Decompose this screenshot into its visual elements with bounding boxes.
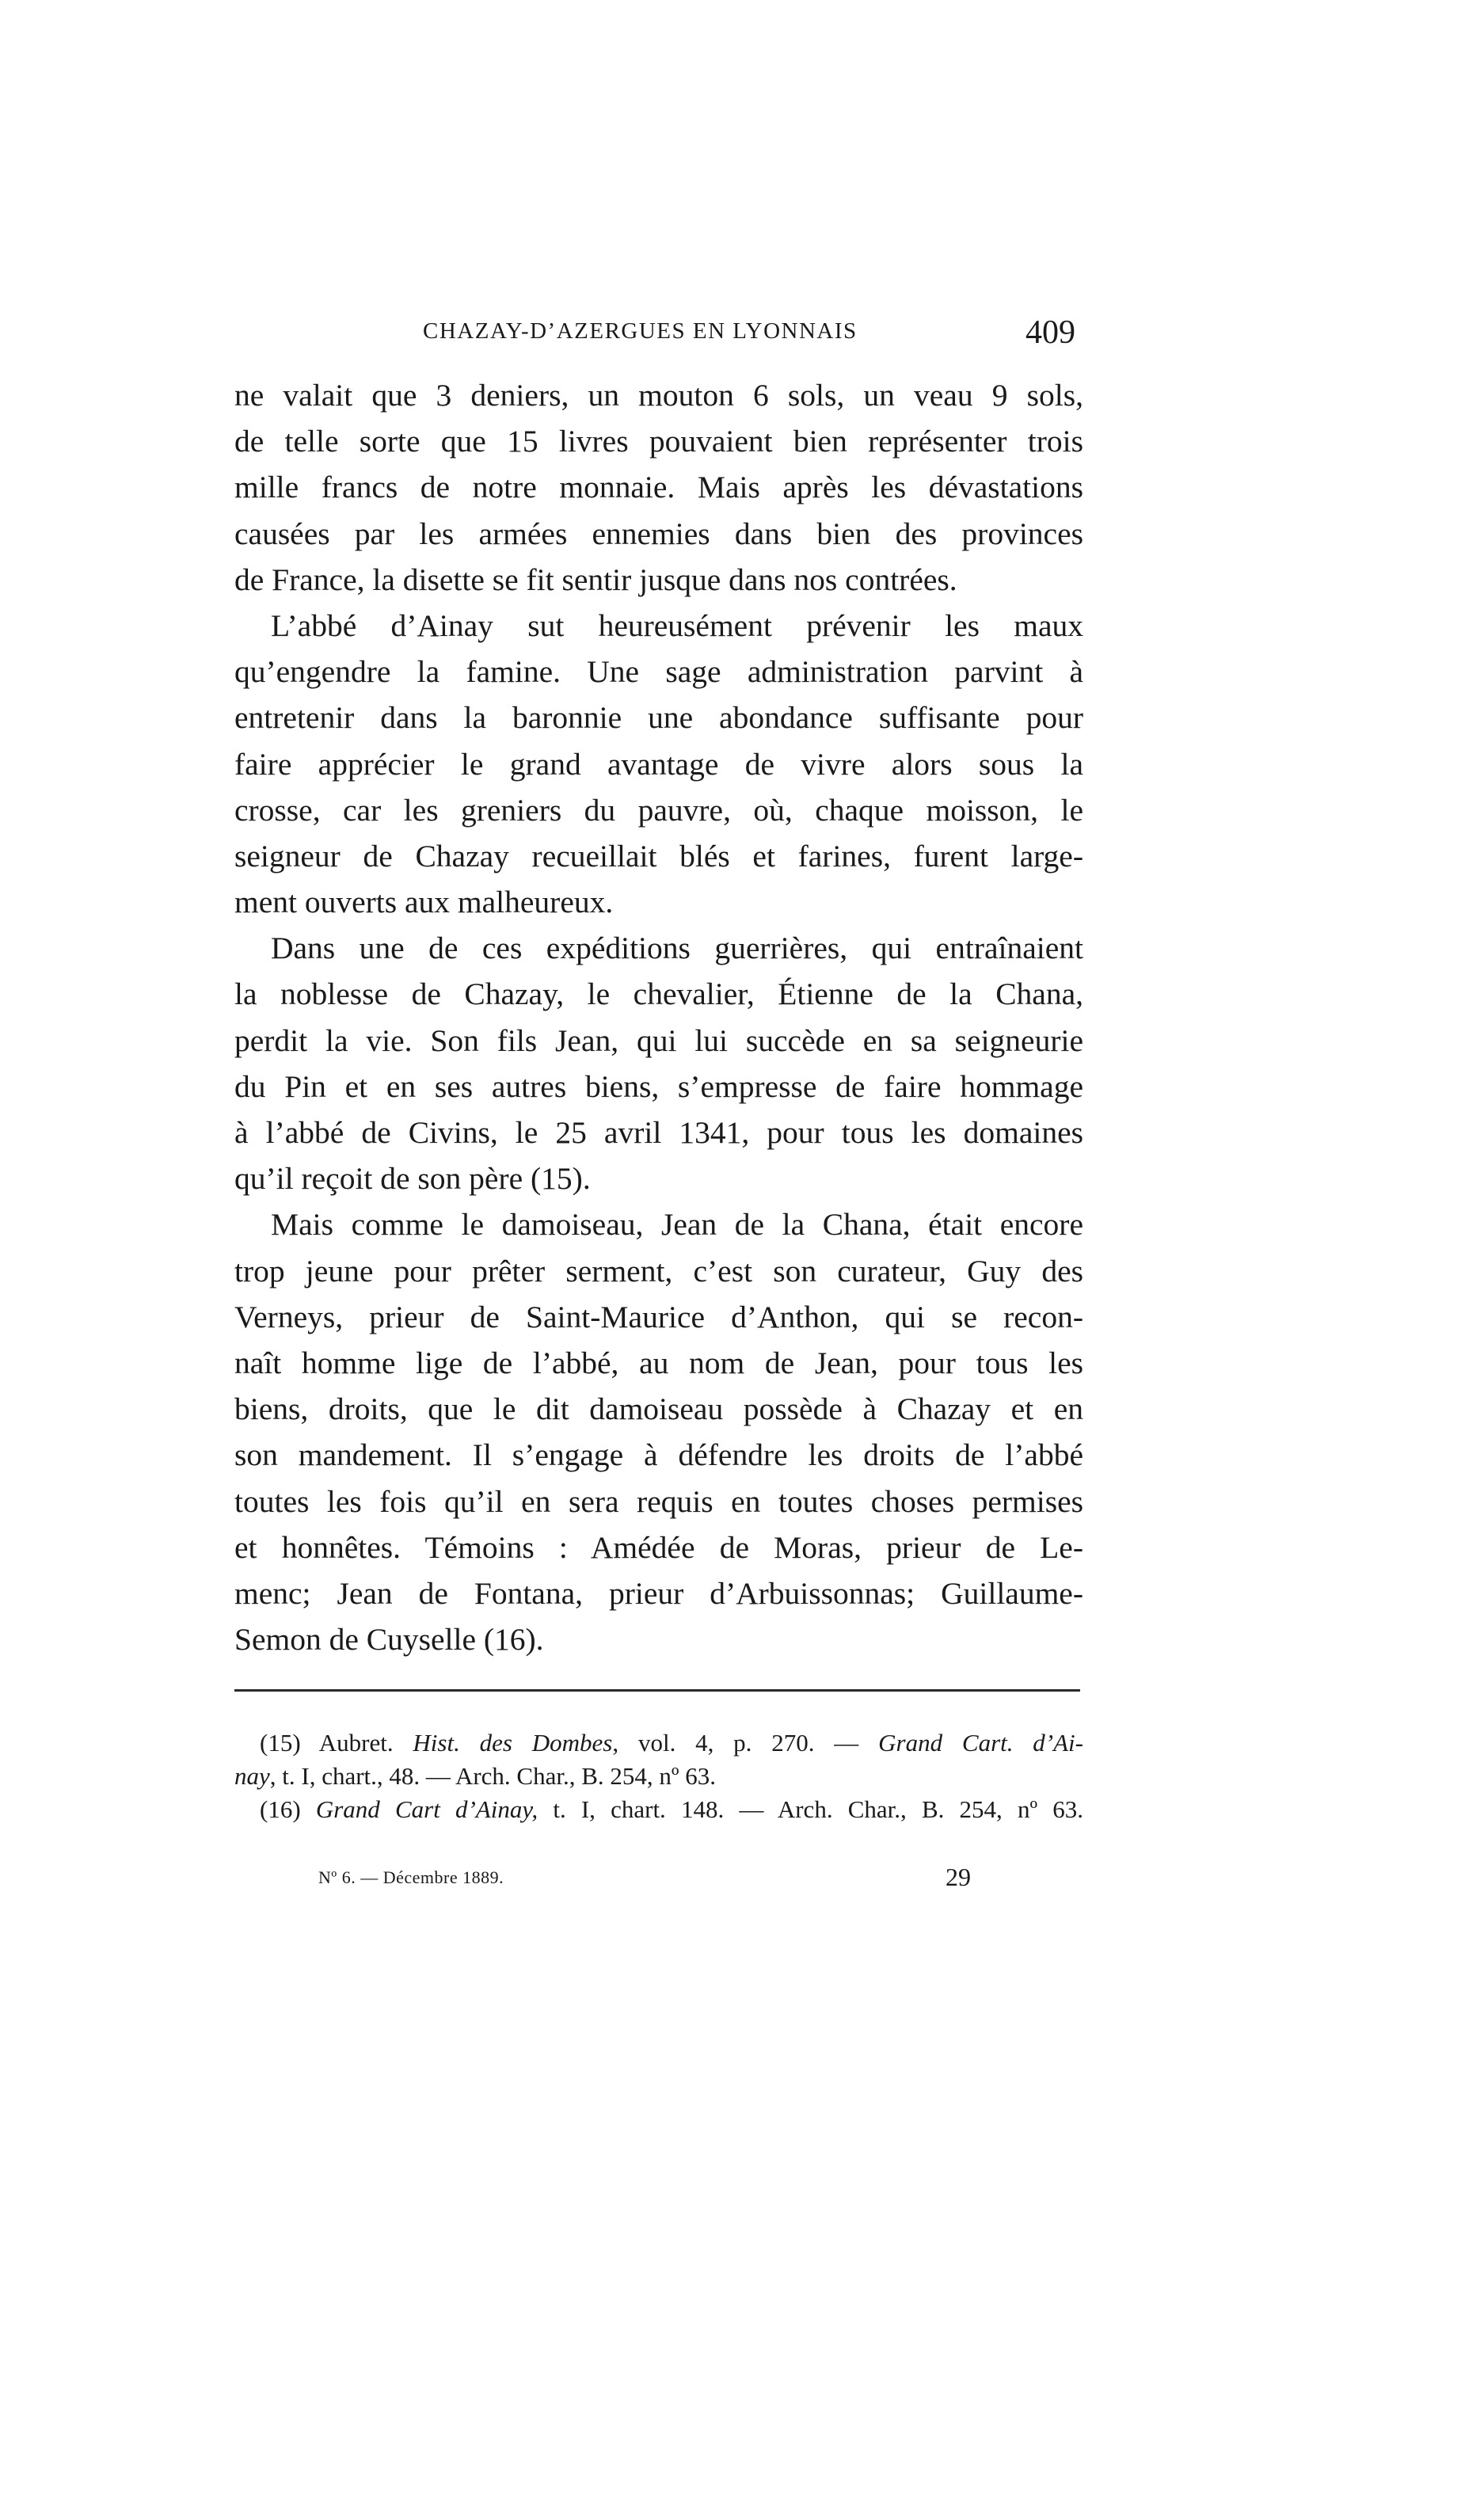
text-line: mille francs de notre monnaie. Mais après les dévastations [234,470,1083,505]
text-line: trop jeune pour prêter serment, c’est son curateur, Guy des [234,1253,1083,1288]
text-line: de telle sorte que 15 livres pouvaient bien représenter trois [234,424,1083,459]
text-line: menc; Jean de Fontana, prieur d’Arbuissonnas; Guillaume- [234,1575,1083,1611]
text-line: seigneur de Chazay recueillait blés et farines, furent large- [234,838,1083,874]
text-line: qu’il reçoit de son père (15). [234,1161,591,1197]
text-line: à l’abbé de Civins, le 25 avril 1341, pour tous les domaines [234,1115,1083,1150]
text-line: qu’engendre la famine. Une sage administration parvint à [234,654,1083,690]
text-line: crosse, car les greniers du pauvre, où, chaque moisson, le [234,792,1083,828]
footnote-text: t. I, chart. 148. — Arch. Char., B. 254, nº 63. [538,1795,1083,1823]
text-line: ment ouverts aux malheureux. [234,885,614,920]
paragraph-start-line: Mais comme le damoiseau, Jean de la Chana, était encore [271,1207,1083,1243]
footnote-text: , vol. 4, p. 270. — [612,1729,879,1757]
footnote-15-line [234,1726,1083,1760]
text-line: de France, la disette se fit sentir jusque dans nos contrées. [234,561,957,597]
issue-label: Nº 6. — Décembre 1889. [318,1867,504,1887]
text-line: causées par les armées ennemies dans bien des provinces [234,516,1083,551]
footnote-italic: Grand Cart d’Ainay, [315,1795,538,1823]
paragraph-start-line: L’abbé d’Ainay sut heureusément prévenir les maux [271,607,1083,643]
body-text [234,372,1083,1662]
footnote-rule [234,1689,1080,1692]
text-line: toutes les fois qu’il en sera requis en toutes choses permises [234,1483,1083,1519]
text-line: son mandement. Il s’engage à défendre les droits de l’abbé [234,1437,1083,1473]
page-number: 409 [1025,314,1075,351]
text-line: la noblesse de Chazay, le chevalier, Étienne de la Chana, [234,976,1083,1012]
footnote-text: , t. I, chart., 48. — Arch. Char., B. 254, nº 63. [269,1762,717,1790]
printer-signature [234,1863,1083,1894]
running-title: CHAZAY-D’AZERGUES EN LYONNAIS [423,318,858,344]
text-line: perdit la vie. Son fils Jean, qui lui succède en sa seigneurie [234,1022,1083,1058]
running-head [234,314,1083,355]
sheet-number: 29 [946,1863,971,1891]
text-line: faire apprécier le grand avantage de vivre alors sous la [234,746,1083,782]
footnote-italic: Grand Cart. d’Ai- [878,1729,1083,1757]
text-line: et honnêtes. Témoins : Amédée de Moras, prieur de Le- [234,1529,1083,1565]
text-line: naît homme lige de l’abbé, au nom de Jean, pour tous les [234,1345,1083,1380]
footnote-text: (15) Aubret. [260,1729,413,1757]
text-line: entretenir dans la baronnie une abondance suffisante pour [234,700,1083,736]
footnote-italic: Hist. des Dombes [413,1729,613,1757]
footnotes [234,1726,1083,1826]
text-line: Verneys, prieur de Saint-Maurice d’Anthon, qui se recon- [234,1299,1083,1334]
footnote-italic: nay [234,1762,270,1790]
paragraph-start-line: Dans une de ces expéditions guerrières, qui entraînaient [271,931,1083,966]
footnote-16-line [234,1793,1083,1826]
footnote-text: (16) [260,1795,316,1823]
text-line: du Pin et en ses autres biens, s’empresse de faire hommage [234,1068,1083,1104]
text-line: Semon de Cuyselle (16). [234,1622,544,1658]
text-line: biens, droits, que le dit damoiseau possède à Chazay et en [234,1391,1083,1427]
text-line: ne valait que 3 deniers, un mouton 6 sols, un veau 9 sols, [234,378,1083,413]
footnote-15-line [234,1760,1083,1793]
